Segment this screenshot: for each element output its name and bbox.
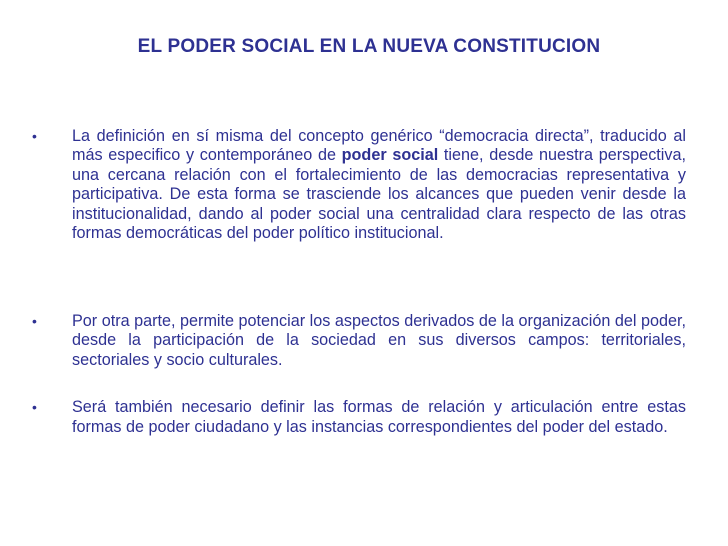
bullet-item	[32, 312, 686, 370]
bullet-item	[32, 398, 686, 437]
bullet-text	[72, 127, 686, 242]
bullet-text-bold: poder social	[341, 146, 439, 165]
bullet-list	[32, 127, 686, 437]
slide-title: EL PODER SOCIAL EN LA NUEVA CONSTITUCION	[137, 36, 601, 57]
bullet-marker: •	[32, 399, 37, 416]
bullet-item	[32, 127, 686, 284]
bullet-text-end: tiene, desde nuestra perspectiva, una cercana relación con el fortalecimiento de las democracias representativa y participativa. De esta forma se trasciende los alcances que pueden venir desde la institucionalidad, dando al poder social una centralidad clara respecto de las otras formas democráticas del poder político institucional.	[72, 146, 686, 243]
bullet-marker: •	[32, 128, 37, 144]
bullet-text: Será también necesario definir las formas de relación y articulación entre estas formas de poder ciudadano y las instancias correspondientes del poder del estado.	[72, 398, 686, 436]
bullet-text-start: La definición en sí misma del concepto genérico “democracia directa”, traducido al más especifico y contemporáneo de	[72, 127, 686, 165]
bullet-text: Por otra parte, permite potenciar los aspectos derivados de la organización del poder, desde la participación de la sociedad en sus diversos campos: territoriales, sectoriales y socio culturales.	[72, 312, 686, 369]
bullet-marker: •	[32, 313, 37, 329]
